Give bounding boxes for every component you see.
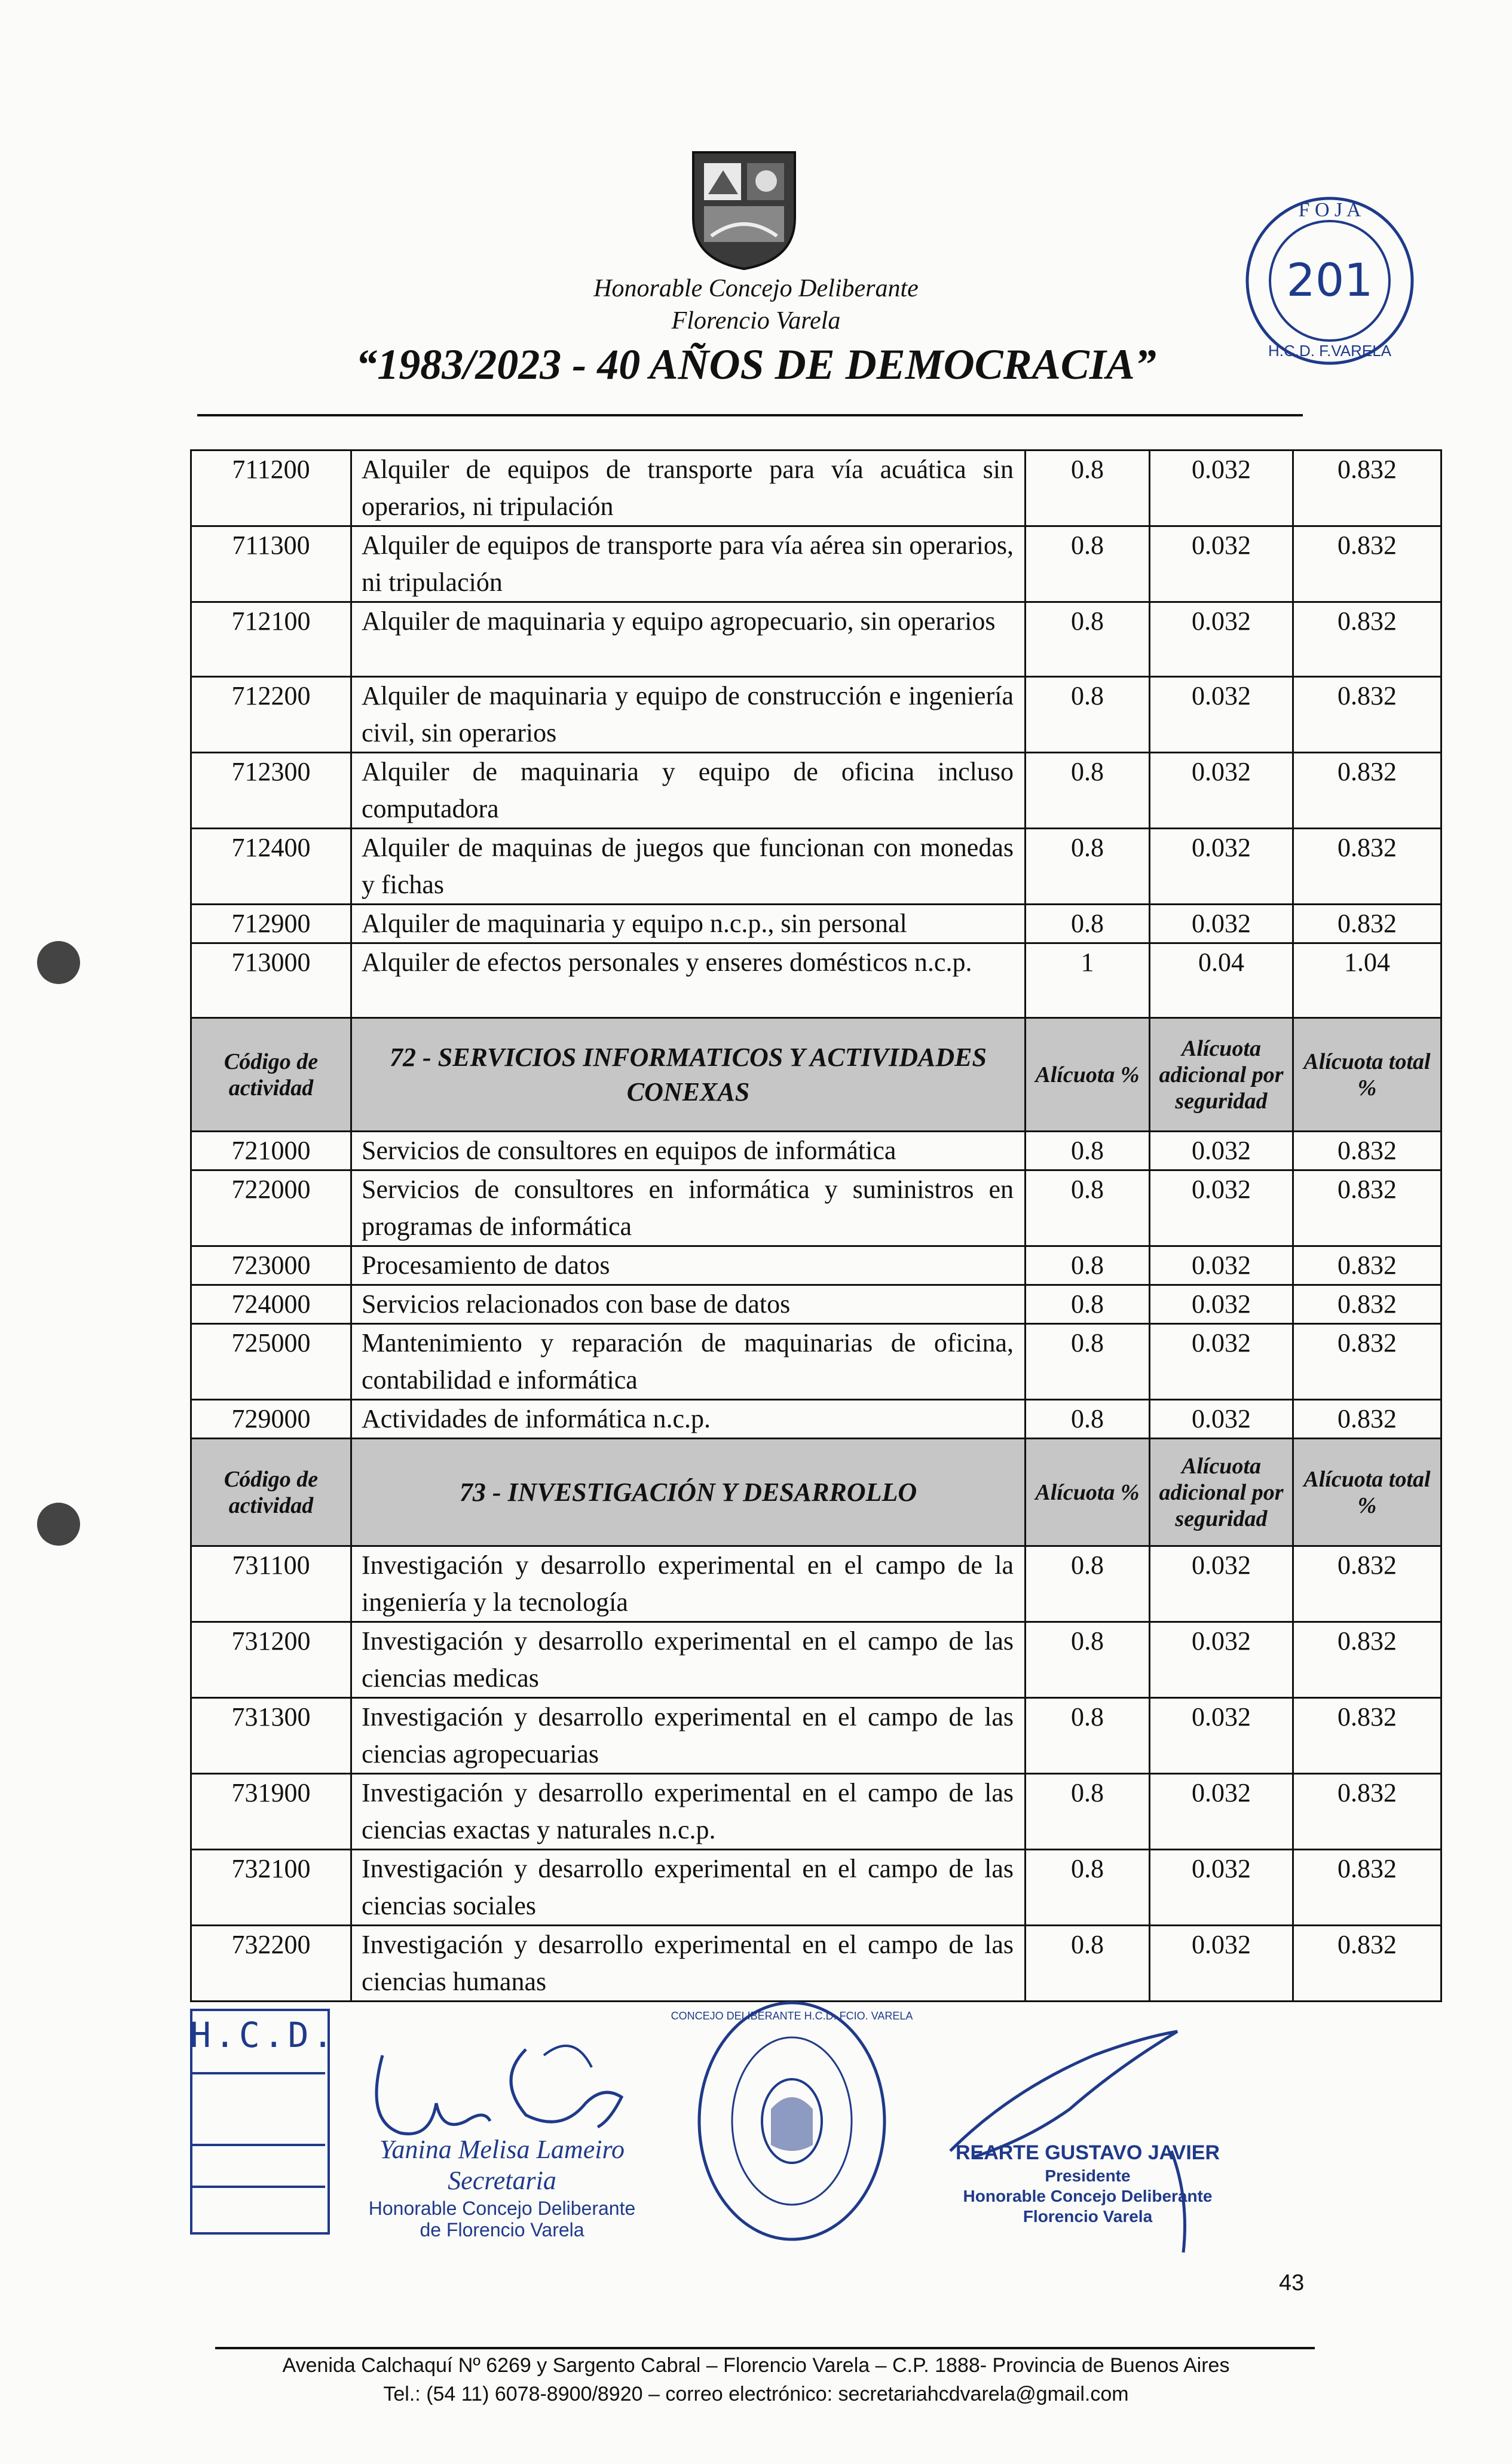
table-row: 711300 Alquiler de equipos de transporte para vía aérea sin operarios, ni tripulación 0.8 0.032 0.832 — [191, 526, 1441, 602]
president-org-city: Florencio Varela — [1023, 2207, 1153, 2226]
table-row: 725000 Mantenimiento y reparación de maquinarias de oficina, contabilidad e informática 0.8 0.032 0.832 — [191, 1324, 1441, 1400]
punch-hole — [37, 941, 80, 984]
tax-rate-table — [190, 449, 1442, 2002]
org-city: Florencio Varela — [671, 307, 841, 335]
table-row: 723000 Procesamiento de datos 0.8 0.032 0.832 — [191, 1246, 1441, 1285]
table-row: 712900 Alquiler de maquinaria y equipo n.c.p., sin personal 0.8 0.032 0.832 — [191, 905, 1441, 943]
table-row: 729000 Actividades de informática n.c.p. 0.8 0.032 0.832 — [191, 1400, 1441, 1439]
table-row: 731300 Investigación y desarrollo experimental en el campo de las ciencias agropecuarias 0.8 0.032 0.832 — [191, 1698, 1441, 1774]
header-rate: Alícuota % — [1026, 1018, 1150, 1132]
president-org: Honorable Concejo Deliberante — [963, 2187, 1213, 2205]
header-extra-rate: Alícuota adicional por seguridad — [1150, 1018, 1293, 1132]
org-name: Honorable Concejo Deliberante — [593, 275, 919, 302]
header-rate: Alícuota % — [1026, 1439, 1150, 1546]
header-total-rate: Alícuota total % — [1293, 1018, 1441, 1132]
section-title: 72 - SERVICIOS INFORMATICOS Y ACTIVIDADES CONEXAS — [351, 1018, 1026, 1132]
secretary-name: Yanina Melisa Lameiro — [379, 2135, 625, 2164]
table-row: 724000 Servicios relacionados con base de datos 0.8 0.032 0.832 — [191, 1285, 1441, 1324]
table-row: 732200 Investigación y desarrollo experimental en el campo de las ciencias humanas 0.8 0.032 0.832 — [191, 1926, 1441, 2002]
table-row: 732100 Investigación y desarrollo experimental en el campo de las ciencias sociales 0.8 0.032 0.832 — [191, 1850, 1441, 1926]
secretary-org-city: de Florencio Varela — [420, 2219, 584, 2241]
table-row: 712300 Alquiler de maquinaria y equipo de oficina incluso computadora 0.8 0.032 0.832 — [191, 753, 1441, 829]
official-seal — [671, 1996, 913, 2247]
table-row: 712400 Alquiler de maquinas de juegos que funcionan con monedas y fichas 0.8 0.032 0.832 — [191, 829, 1441, 905]
page-number: 43 — [1279, 2270, 1305, 2296]
footer-divider — [215, 2347, 1315, 2349]
header-total-rate: Alícuota total % — [1293, 1439, 1441, 1546]
table-row: 713000 Alquiler de efectos personales y enseres domésticos n.c.p. 1 0.04 1.04 — [191, 943, 1441, 1018]
table-row: 711200 Alquiler de equipos de transporte para vía acuática sin operarios, ni tripulación 0.8 0.032 0.832 — [191, 450, 1441, 526]
section-header-72 — [191, 1018, 1441, 1132]
seal-text: CONCEJO DELIBERANTE H.C.D. FCIO. VARELA — [671, 2010, 913, 2022]
hcd-stamp-label: H.C.D. — [190, 2015, 337, 2055]
secretary-org: Honorable Concejo Deliberante — [368, 2198, 636, 2219]
header-divider — [197, 414, 1303, 416]
section-title: 73 - INVESTIGACIÓN Y DESARROLLO — [351, 1439, 1026, 1546]
punch-hole — [37, 1503, 80, 1546]
hcd-stamp-lines — [190, 2067, 325, 2229]
table-row: 731100 Investigación y desarrollo experimental en el campo de la ingeniería y la tecnología 0.8 0.032 0.832 — [191, 1546, 1441, 1622]
president-name: REARTE GUSTAVO JAVIER — [955, 2141, 1220, 2164]
secretary-role: Secretaria — [448, 2166, 556, 2195]
crest-logo — [687, 146, 801, 272]
table-row: 712200 Alquiler de maquinaria y equipo de construcción e ingeniería civil, sin operarios 0.8 0.032 0.832 — [191, 677, 1441, 753]
footer-address: Avenida Calchaquí Nº 6269 y Sargento Cabral – Florencio Varela – C.P. 1888- Provincia de Buenos Aires — [282, 2354, 1230, 2377]
foja-stamp-top: F O J A — [1298, 199, 1361, 221]
footer-contact: Tel.: (54 11) 6078-8900/8920 – correo electrónico: secretariahcdvarela@gmail.com — [383, 2383, 1129, 2405]
foja-stamp — [1240, 191, 1419, 370]
header-code: Código de actividad — [191, 1018, 351, 1132]
foja-stamp-number: 201 — [1286, 253, 1373, 307]
table-row: 722000 Servicios de consultores en informática y suministros en programas de informática 0.8 0.032 0.832 — [191, 1170, 1441, 1246]
foja-stamp-bottom: H.C.D. F.VARELA — [1268, 342, 1392, 360]
president-role: Presidente — [1045, 2166, 1131, 2185]
table-row: 712100 Alquiler de maquinaria y equipo agropecuario, sin operarios 0.8 0.032 0.832 — [191, 602, 1441, 677]
table-row: 731900 Investigación y desarrollo experimental en el campo de las ciencias exactas y naturales n.c.p. 0.8 0.032 0.832 — [191, 1774, 1441, 1850]
motto-title: “1983/2023 - 40 AÑOS DE DEMOCRACIA” — [356, 341, 1156, 388]
section-header-73 — [191, 1439, 1441, 1546]
table-row: 721000 Servicios de consultores en equipos de informática 0.8 0.032 0.832 — [191, 1132, 1441, 1170]
header-extra-rate: Alícuota adicional por seguridad — [1150, 1439, 1293, 1546]
header-code: Código de actividad — [191, 1439, 351, 1546]
table-row: 731200 Investigación y desarrollo experimental en el campo de las ciencias medicas 0.8 0.032 0.832 — [191, 1622, 1441, 1698]
